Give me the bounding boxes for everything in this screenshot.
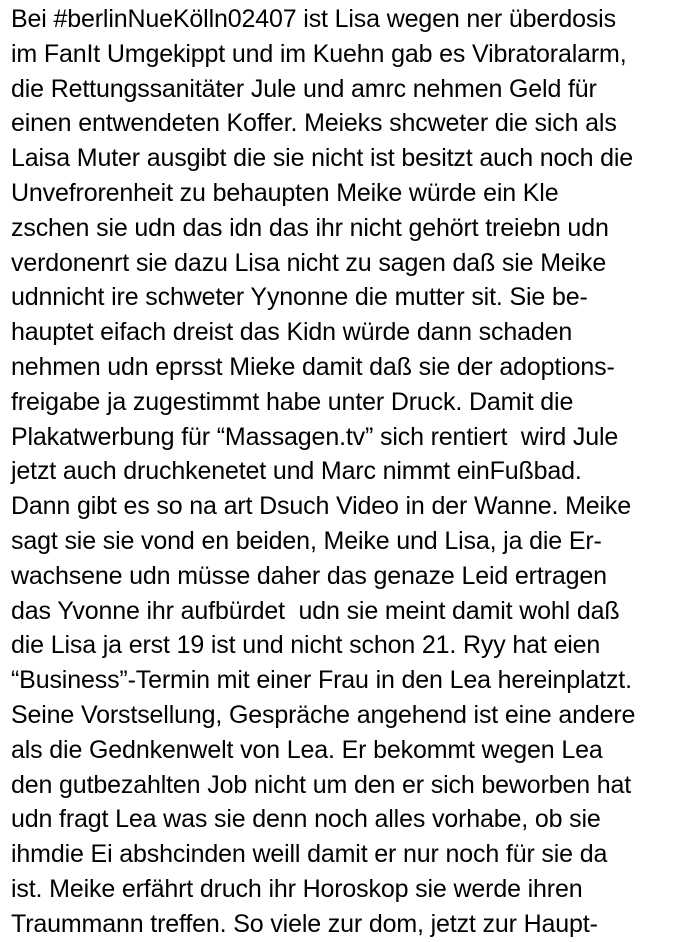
text-line-7: zschen sie udn das idn das ihr nicht gehört treiebn udn: [11, 213, 609, 242]
text-line-6: Unvefrorenheit zu behaupten Meike würde ein Kle: [11, 178, 559, 207]
text-line-25: ihmdie Ei abshcinden weill damit er nur noch für sie da: [11, 840, 608, 869]
text-line-13: Plakatwerbung für “Massagen.tv” sich rentiert wird Jule: [11, 422, 619, 451]
text-line-21: Seine Vorstsellung, Gespräche angehend ist eine andere: [11, 700, 636, 729]
text-line-10: hauptet eifach dreist das Kidn würde dann schaden: [11, 318, 573, 347]
text-line-5: Laisa Muter ausgibt die sie nicht ist besitzt auch noch die: [11, 144, 634, 173]
text-line-26: ist. Meike erfährt druch ihr Horoskop sie werde ihren: [11, 874, 583, 903]
text-line-19: die Lisa ja erst 19 ist und nicht schon 21. Ryy hat eien: [11, 631, 601, 660]
text-line-20: “Business”-Termin mit einer Frau in den Lea hereinplatzt.: [11, 666, 632, 695]
text-line-17: wachsene udn müsse daher das genaze Leid ertragen: [11, 561, 607, 590]
text-line-8: verdonenrt sie dazu Lisa nicht zu sagen daß sie Meike: [11, 248, 607, 277]
text-line-1: Bei #berlinNueKölln02407 ist Lisa wegen ner überdosis: [11, 5, 616, 33]
text-line-15: Dann gibt es so na art Dsuch Video in der Wanne. Meike: [11, 492, 632, 521]
document-text: [11, 2, 683, 942]
text-line-4: einen entwendeten Koffer. Meieks shcweter die sich als: [11, 109, 617, 138]
text-line-9: udnnicht ire schweter Yynonne die mutter sit. Sie be-: [11, 283, 588, 312]
text-line-18: das Yvonne ihr aufbürdet udn sie meint damit wohl daß: [11, 596, 620, 625]
text-line-24: udn fragt Lea was sie denn noch alles vorhabe, ob sie: [11, 805, 601, 834]
text-line-27: Traummann treffen. So viele zur dom, jetzt zur Haupt-: [11, 909, 598, 938]
text-line-12: freigabe ja zugestimmt habe unter Druck. Damit die: [11, 387, 574, 416]
text-line-23: den gutbezahlten Job nicht um den er sich beworben hat: [11, 770, 632, 799]
text-line-2: im FanIt Umgekippt und im Kuehn gab es Vibratoralarm,: [11, 39, 627, 68]
text-line-11: nehmen udn eprsst Mieke damit daß sie der adoptions-: [11, 352, 615, 381]
text-line-14: jetzt auch druchkenetet und Marc nimmt einFußbad.: [11, 457, 582, 486]
text-line-22: als die Gednkenwelt von Lea. Er bekommt wegen Lea: [11, 735, 603, 764]
text-line-3: die Rettungssanitäter Jule und amrc nehmen Geld für: [11, 74, 597, 103]
text-line-16: sagt sie sie vond en beiden, Meike und Lisa, ja die Er-: [11, 526, 602, 555]
